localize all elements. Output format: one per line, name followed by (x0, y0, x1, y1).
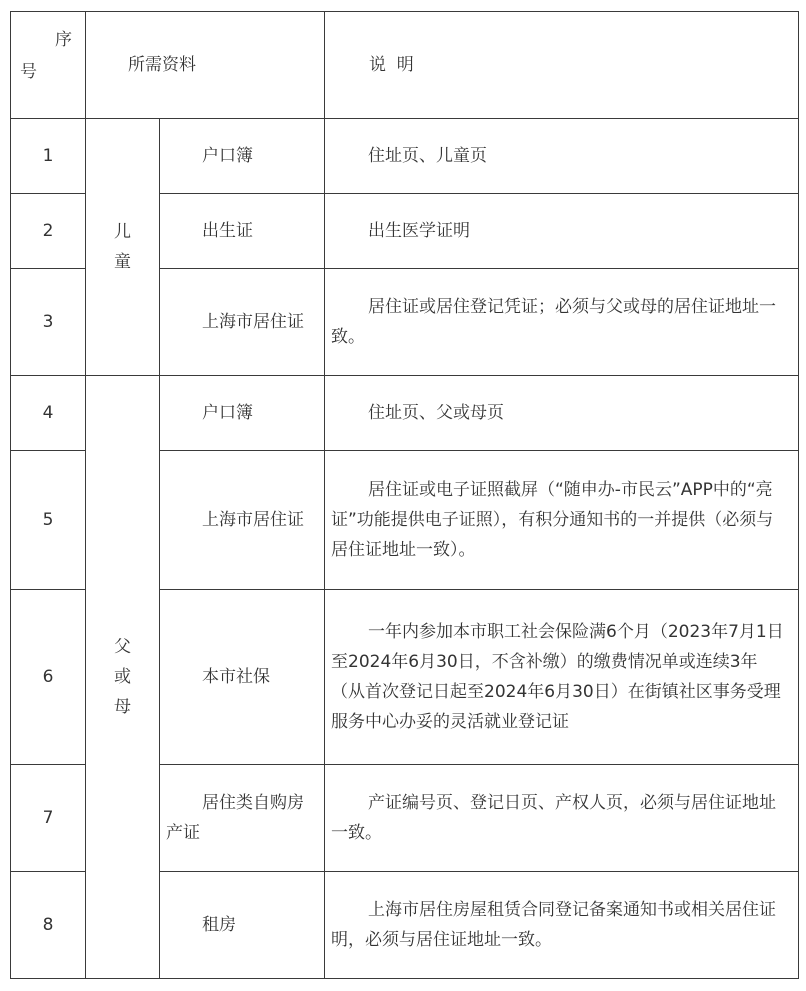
row-desc: 住址页、儿童页 (325, 119, 799, 194)
row-number: 7 (11, 765, 86, 872)
row-item: 上海市居住证 (160, 451, 325, 590)
row-desc: 一年内参加本市职工社会保险满6个月（2023年7月1日至2024年6月30日，不含补缴）的缴费情况单或连续3年（从首次登记日起至2024年6月30日）在街镇社区事务受理服务中心办妥的灵活就业登记证 (325, 590, 799, 765)
row-item: 户口簿 (160, 119, 325, 194)
row-item: 户口簿 (160, 376, 325, 451)
row-number: 2 (11, 194, 86, 269)
group-parent-char: 母 (114, 697, 131, 717)
row-desc: 上海市居住房屋租赁合同登记备案通知书或相关居住证明，必须与居住证地址一致。 (325, 872, 799, 979)
header-seq-char-1: 序 (55, 30, 72, 50)
row-number: 6 (11, 590, 86, 765)
row-number: 5 (11, 451, 86, 590)
header-materials: 所需资料 (86, 12, 325, 119)
row-desc: 产证编号页、登记日页、产权人页，必须与居住证地址一致。 (325, 765, 799, 872)
row-desc: 出生医学证明 (325, 194, 799, 269)
row-number: 1 (11, 119, 86, 194)
row-item: 出生证 (160, 194, 325, 269)
group-child-char: 童 (114, 252, 131, 272)
requirements-table (10, 11, 799, 979)
group-child (86, 119, 160, 376)
header-explanation: 说 明 (325, 12, 799, 119)
group-parent-char: 父 (114, 637, 131, 657)
table-header-row (11, 12, 799, 119)
header-seq-char-2: 号 (20, 62, 37, 82)
table-row (11, 119, 799, 194)
row-number: 3 (11, 269, 86, 376)
row-desc: 住址页、父或母页 (325, 376, 799, 451)
row-desc: 居住证或电子证照截屏（“随申办-市民云”APP中的“亮证”功能提供电子证照），有积分通知书的一并提供（必须与居住证地址一致）。 (325, 451, 799, 590)
group-parent (86, 376, 160, 979)
group-parent-char: 或 (114, 667, 131, 687)
row-item: 上海市居住证 (160, 269, 325, 376)
header-seq (11, 12, 86, 119)
row-number: 4 (11, 376, 86, 451)
row-desc: 居住证或居住登记凭证；必须与父或母的居住证地址一致。 (325, 269, 799, 376)
row-item: 租房 (160, 872, 325, 979)
table-row (11, 376, 799, 451)
group-child-char: 儿 (114, 222, 131, 242)
row-item: 本市社保 (160, 590, 325, 765)
row-item: 居住类自购房产证 (160, 765, 325, 872)
row-number: 8 (11, 872, 86, 979)
